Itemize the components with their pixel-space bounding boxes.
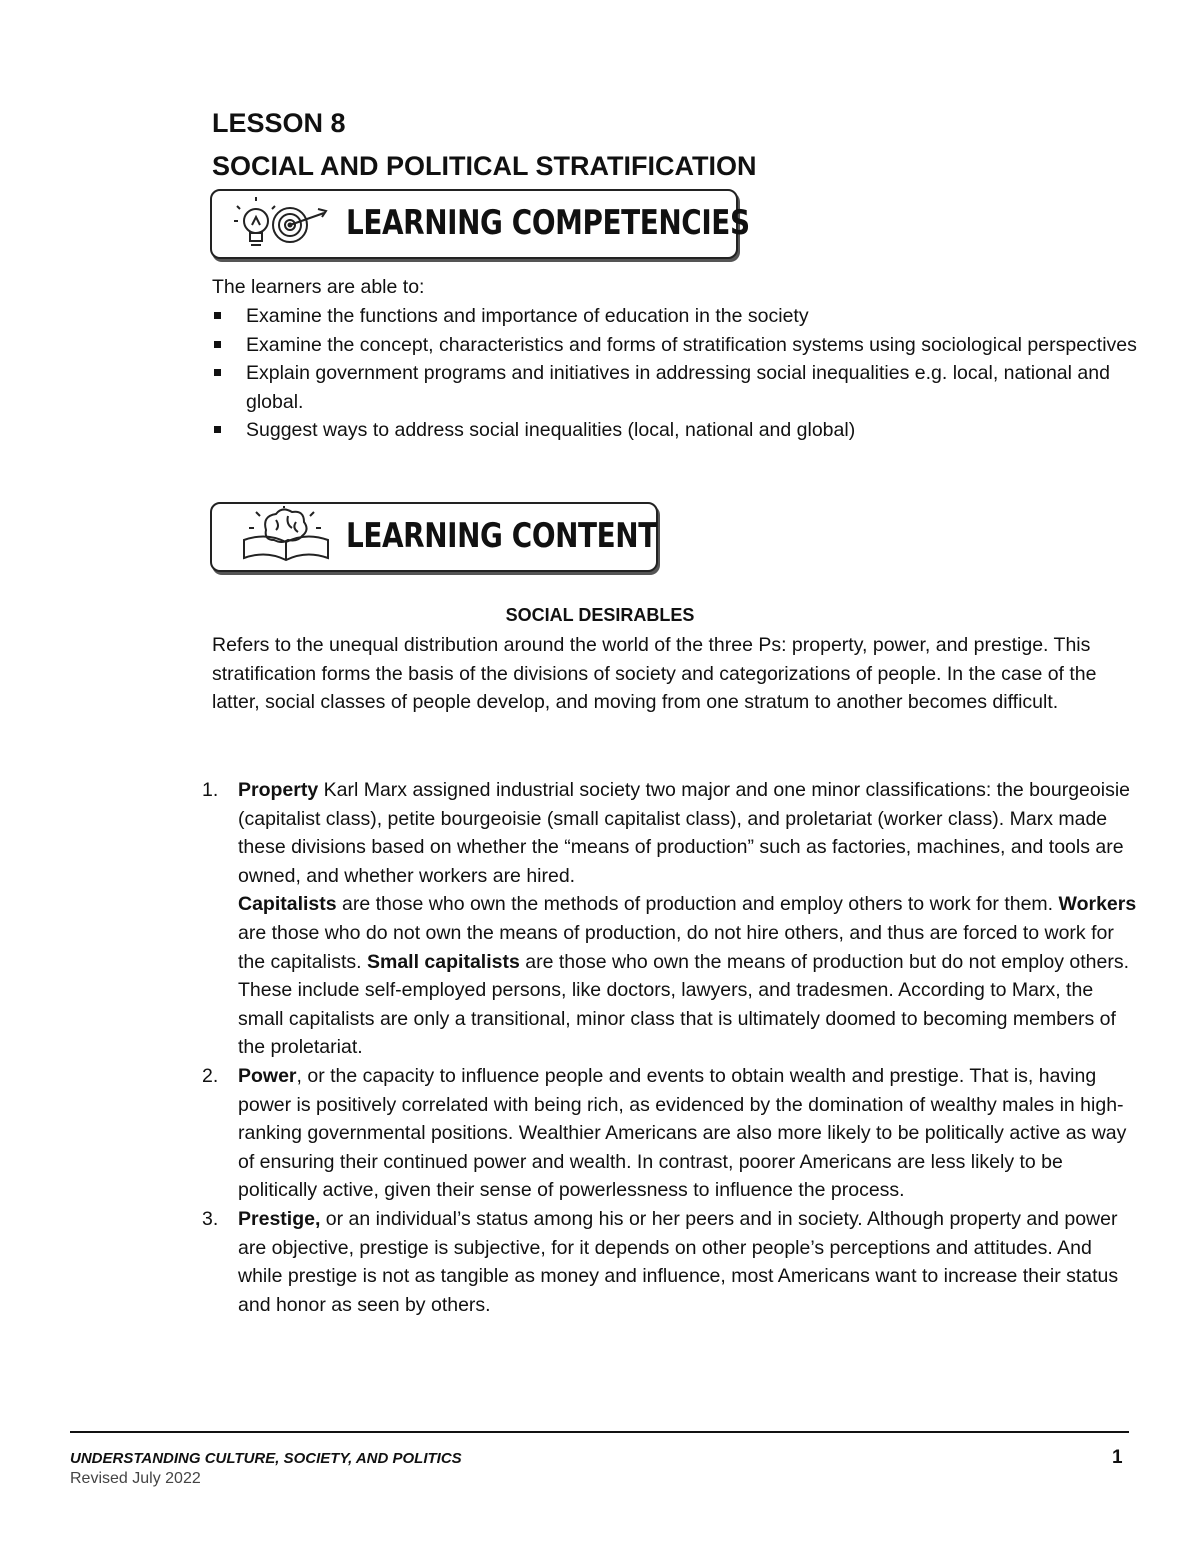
item-number: 2. xyxy=(202,1064,219,1087)
list-item: Explain government programs and initiatives in addressing social inequalities e.g. local, national and global. xyxy=(212,359,1142,416)
lesson-title: SOCIAL AND POLITICAL STRATIFICATION xyxy=(212,151,757,181)
list-item: Suggest ways to address social inequalities (local, national and global) xyxy=(212,416,1142,445)
term-property: Property xyxy=(238,779,319,801)
definition-paragraph: Refers to the unequal distribution around the world of the three Ps: property, power, and prestige. This stratification forms the basis of the divisions of society and categorizations of people. In the case of the latter, social classes of people develop, and moving from one stratum to another becomes difficult. xyxy=(212,634,1097,714)
bullet-icon xyxy=(214,369,221,376)
footer-course-title: UNDERSTANDING CULTURE, SOCIETY, AND POLITICS xyxy=(70,1450,462,1467)
term-power: Power xyxy=(238,1064,297,1087)
brain-book-icon xyxy=(238,506,334,568)
list-item-prestige: 3. Prestige, or an individual’s status among his or her peers and in society. Although property and power are objective, prestige is subjective, for it depends on other people’s perceptions and attitudes. And while prestige is not as tangible as money and influence, most Americans want to increase their status and honor as seen by others. xyxy=(200,1205,1140,1319)
footer-revision: Revised July 2022 xyxy=(70,1470,201,1487)
lightbulb-target-icon xyxy=(234,195,330,255)
learning-competencies-label: LEARNING COMPETENCIES xyxy=(346,203,750,243)
item-number: 1. xyxy=(202,779,219,801)
item-number: 3. xyxy=(202,1207,219,1230)
list-item-power: 2. Power, or the capacity to influence people and events to obtain wealth and prestige. That is, having power is positively correlated with being rich, as evidenced by the domination of wealthy males in high-ranking governmental positions. Wealthier Americans are also more likely to be politically active as way of ensuring their continued power and wealth. In contrast, poorer Americans are less likely to be politically active, given their sense of powerlessness to influence the process. xyxy=(200,1062,1140,1205)
learning-content-banner xyxy=(210,502,658,572)
list-item-property: 1. Property Karl Marx assigned industrial society two major and one minor classifications: the bourgeoisie (capitalist class), petite bourgeoisie (small capitalist class), and proletariat (worker class). Marx made these divisions based on whether the “means of production” such as factories, machines, and tools are owned, and whether workers are hired. Capitalists are those who own the methods of production and employ others to work for them. Workers are those who do not own the means of production, do not hire others, and thus are forced to work for the capitalists. Small capitalists are those who own the means of production but do not employ others. These include self-employed persons, like doctors, lawyers, and tradesmen. According to Marx, the small capitalists are only a transitional, minor class that is ultimately doomed to becoming members of the proletariat. xyxy=(200,776,1140,1062)
lesson-number: LESSON 8 xyxy=(212,108,346,138)
social-desirables-list xyxy=(200,776,1140,1319)
bullet-icon xyxy=(214,312,221,319)
bullet-icon xyxy=(214,341,221,348)
term-capitalists: Capitalists xyxy=(238,893,337,916)
term-workers: Workers xyxy=(1058,893,1137,916)
section-heading: SOCIAL DESIRABLES xyxy=(505,605,695,625)
list-item: Examine the concept, characteristics and forms of stratification systems using sociological perspectives xyxy=(212,331,1142,360)
learning-competencies-banner xyxy=(210,189,750,259)
competencies-intro: The learners are able to: xyxy=(212,276,425,298)
page-number: 1 xyxy=(1112,1447,1123,1468)
learning-content-label: LEARNING CONTENT xyxy=(346,516,657,556)
competencies-list xyxy=(212,302,1142,445)
bullet-icon xyxy=(214,426,221,433)
list-item: Examine the functions and importance of education in the society xyxy=(212,302,1142,331)
footer-divider xyxy=(70,1431,1129,1433)
term-prestige: Prestige, xyxy=(238,1207,321,1230)
term-small-capitalists: Small capitalists xyxy=(366,950,520,973)
